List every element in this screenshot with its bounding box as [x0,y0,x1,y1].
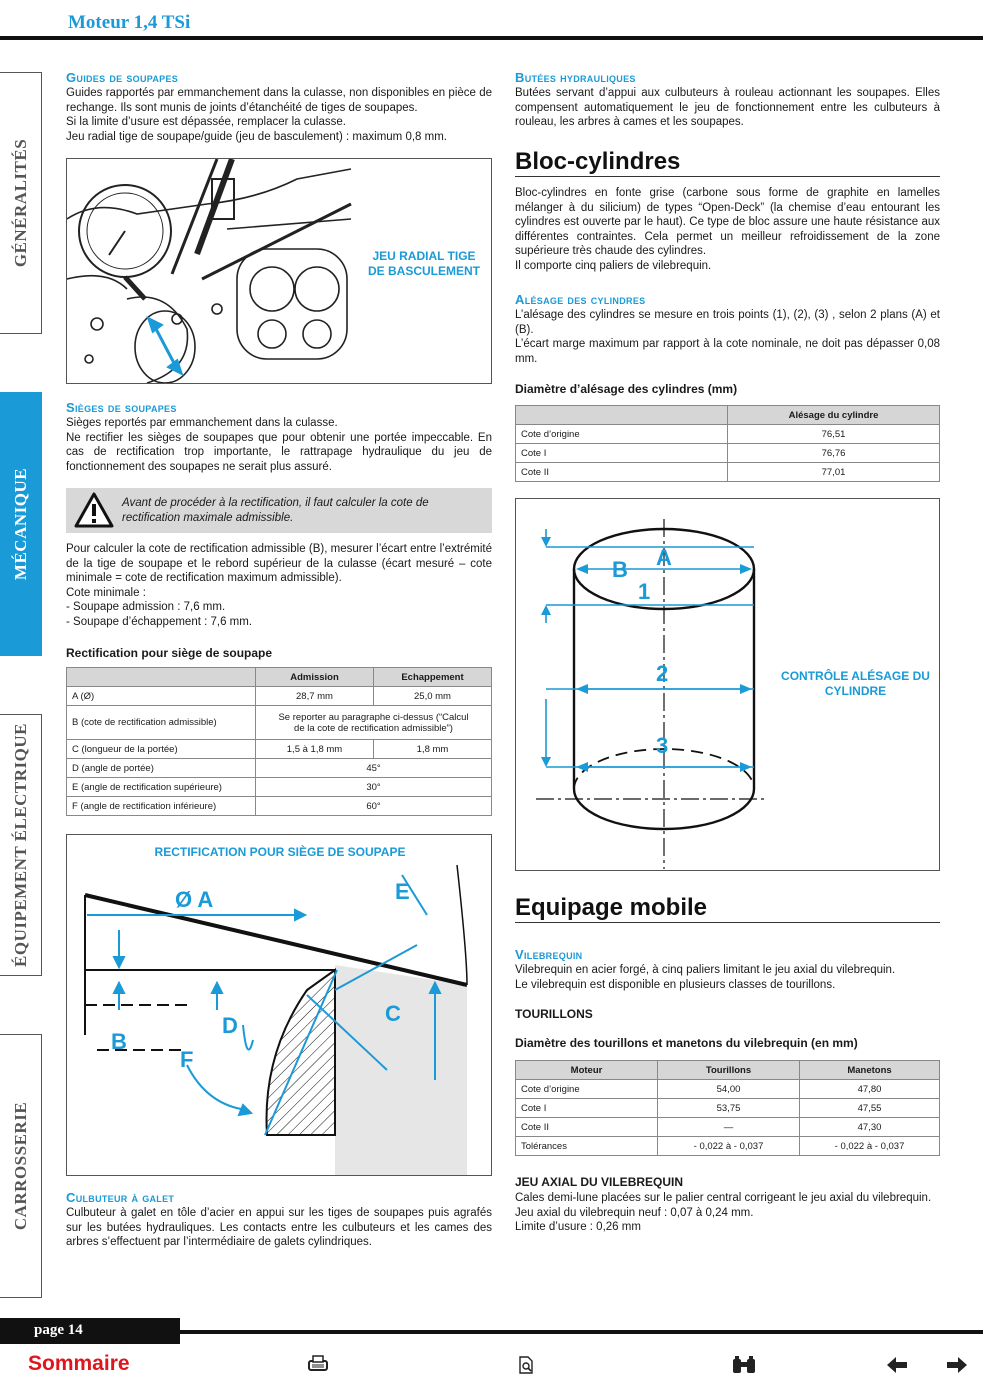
table-cell: B (cote de rectification admissible) [67,706,256,740]
tab-label: GÉNÉRALITÉS [10,138,30,268]
sieges-text [66,416,492,474]
binoculars-icon[interactable] [731,1355,757,1375]
label-d: D [222,1013,238,1038]
table-row [67,797,492,816]
table-title: Diamètre des tourillons et manetons du vilebrequin (en mm) [515,1036,858,1050]
tab-mecanique[interactable] [0,392,42,656]
label-f: F [180,1047,194,1072]
paragraph: Limite d’usure : 0,26 mm [515,1221,641,1233]
table-alesage [515,405,940,482]
paragraph: - Soupape d’échappement : 7,6 mm. [66,615,253,628]
figure-caption: CONTRÔLE ALÉSAGE DU CYLINDRE [781,669,930,698]
table-cell: 76,76 [728,444,940,463]
table-cell: Cote d’origine [516,1080,658,1099]
label-1: 1 [638,579,651,604]
table-cell: Cote I [516,1099,658,1118]
table-cell: 1,5 à 1,8 mm [256,740,374,759]
table-cell: 53,75 [658,1099,800,1118]
sommaire-link[interactable]: Sommaire [28,1352,130,1375]
warning-text: Avant de procéder à la rectification, il faut calculer la cote de rectification maximale admissible. [122,497,429,524]
heading-bloc-cylindres: Bloc-cylindres [515,148,940,177]
table-cell: Cote d’origine [516,425,728,444]
table-cell: 47,80 [800,1080,940,1099]
table-cell: — [658,1118,800,1137]
paragraph: Jeu radial tige de soupape/guide (jeu de basculement) : maximum 0,8 mm. [66,130,447,143]
tab-label: MÉCANIQUE [10,467,30,581]
section-title-sieges: Sièges de soupapes [66,400,177,415]
table-cell: 47,55 [800,1099,940,1118]
header-rule [0,36,983,40]
warning-icon [74,491,114,529]
paragraph: Cote minimale : [66,586,146,599]
table-cell: 45° [256,759,492,778]
paragraph: Vilebrequin en acier forgé, à cinq paliers limitant le jeu axial du vilebrequin. [515,964,896,976]
table-cell: F (angle de rectification inférieure) [67,797,256,816]
table-header: Admission [256,668,374,687]
label-e: E [395,879,410,904]
paragraph: Sièges reportés par emmanchement dans la culasse. [66,417,338,429]
table-header [67,668,256,687]
table-header: Alésage du cylindre [728,406,940,425]
culbuteur-text: Culbuteur à galet en tôle d’acier en appui sur les tiges de soupapes puis agrafés sur les butées hydrauliques. Les contacts entre les culbuteurs et les cames des arbres s’effectuent par l’intermédiaire de galets cylindriques. [66,1207,492,1248]
arrow-right-icon[interactable] [946,1356,968,1374]
section-title-guides: Guides de soupapes [66,70,179,85]
paragraph: L’alésage des cylindres se mesure en trois points (1), (2), (3) , selon 2 plans (A) et (B). [515,309,940,336]
figure-caption: JEU RADIAL TIGE DE BASCULEMENT [367,249,480,278]
table-cell: - 0,022 à - 0,037 [800,1137,940,1156]
table-cell: 28,7 mm [256,687,374,706]
table-cell: 25,0 mm [374,687,492,706]
table-tourillons [515,1060,940,1156]
table-row [67,778,492,797]
print-icon[interactable] [306,1354,330,1374]
label-a: Ø A [175,887,214,912]
label-a: A [656,545,672,570]
table-header: Moteur [516,1061,658,1080]
table-cell: C (longueur de la portée) [67,740,256,759]
table-row [67,706,492,740]
table-cell: 54,00 [658,1080,800,1099]
arrow-left-icon[interactable] [886,1356,908,1374]
table-row [516,444,940,463]
tab-carrosserie[interactable] [0,1034,42,1298]
section-title-culbuteur: Culbuteur à galet [66,1190,175,1205]
table-row [67,759,492,778]
section-title-butees: Butées hydrauliques [515,70,636,85]
alesage-text [515,308,940,366]
table-cell: - 0,022 à - 0,037 [658,1137,800,1156]
table-header [516,406,728,425]
heading-equipage-mobile: Equipage mobile [515,894,940,923]
butees-text: Butées servant d’appui aux culbuteurs à rouleau actionnant les soupapes. Elles compensent automatiquement le jeu de fonctionnement entre les culbuteurs à rouleau, les arbres à cames et les soupapes. [515,87,940,128]
search-doc-icon[interactable] [518,1356,536,1376]
warning-box [66,488,492,533]
calc-text [66,542,492,629]
paragraph: Ne rectifier les sièges de soupapes que pour obtenir une portée impeccable. En cas de rectification trop importante, le rattrapage hydraulique du jeu de fonctionnement des soupapes ne serait plus assuré. [66,431,492,473]
subheading-jeu-axial: JEU AXIAL DU VILEBREQUIN [515,1175,684,1189]
table-cell: 76,51 [728,425,940,444]
page-number: page 14 [0,1318,180,1344]
figure-cylindre [515,498,940,871]
table-row [67,687,492,706]
table-title: Rectification pour siège de soupape [66,646,273,660]
guides-text [66,86,492,144]
table-cell: Cote II [516,1118,658,1137]
paragraph: Jeu axial du vilebrequin neuf : 0,07 à 0,24 mm. [515,1206,754,1219]
table-cell: Cote I [516,444,728,463]
subheading-tourillons: TOURILLONS [515,1007,593,1021]
table-rectification [66,667,492,816]
paragraph: Si la limite d’usure est dépassée, remplacer la culasse. [66,116,346,128]
table-cell: D (angle de portée) [67,759,256,778]
table-row [516,1099,940,1118]
paragraph: - Soupape admission : 7,6 mm. [66,601,226,613]
section-title-alesage: Alésage des cylindres [515,292,646,307]
paragraph: Bloc-cylindres en fonte grise (carbone sous forme de graphite en lamelles mélanger à du silicium) de types “Open-Deck” (la chemise d’eau entourant les cylindres est ouverte par le haut). Ce type de bloc assure une haute résistance aux différentes contraintes. Cela permet un meilleur refroidissement de la zone supérieure très chaude des cylindres. [515,187,940,257]
table-cell: 1,8 mm [374,740,492,759]
label-b: B [612,557,628,582]
label-3: 3 [656,733,669,758]
table-header: Manetons [800,1061,940,1080]
table-cell: 30° [256,778,492,797]
bloc-text [515,186,940,273]
table-cell: 47,30 [800,1118,940,1137]
table-row [516,1137,940,1156]
table-cell: Se reporter au paragraphe ci-dessus (“Calcul de la cote de rectification admissible”) [256,706,492,740]
table-header: Tourillons [658,1061,800,1080]
section-title-vilebrequin: Vilebrequin [515,947,583,962]
label-c: C [385,1001,401,1026]
figure-jeu-radial [66,158,492,384]
label-b: B [111,1029,127,1054]
table-row [516,425,940,444]
table-row [516,1080,940,1099]
paragraph: Le vilebrequin est disponible en plusieurs classes de tourillons. [515,978,836,991]
tab-label: ÉQUIPEMENT ÉLECTRIQUE [10,723,30,967]
table-row [67,740,492,759]
paragraph: Il comporte cinq paliers de vilebrequin. [515,259,712,272]
tab-equipement-electrique[interactable] [0,714,42,976]
table-cell: 77,01 [728,463,940,482]
table-row [516,1118,940,1137]
table-cell: E (angle de rectification supérieure) [67,778,256,797]
paragraph: Pour calculer la cote de rectification admissible (B), mesurer l’écart entre l’extrémité de la tige de soupape et le rebord supérieur de la culasse (écart mesuré – cote minimale = cote de rectification maximum admissible). [66,543,492,584]
paragraph: Guides rapportés par emmanchement dans la culasse, non disponibles en pièce de rechange. Ils sont munis de joints d’étanchéité de tiges de soupapes. [66,87,492,114]
tab-generalites[interactable] [0,72,42,334]
jeu-axial-text [515,1191,940,1235]
label-2: 2 [656,661,669,686]
paragraph: Cales demi-lune placées sur le palier central corrigeant le jeu axial du vilebrequin. [515,1192,932,1204]
table-cell: A (Ø) [67,687,256,706]
page-title: Moteur 1,4 TSi [68,12,191,33]
valve-seat-drawing [67,835,492,1176]
figure-rectification-siege [66,834,492,1176]
vilebrequin-text [515,963,940,992]
table-header: Echappement [374,668,492,687]
table-title: Diamètre d’alésage des cylindres (mm) [515,382,738,396]
table-cell: Tolérances [516,1137,658,1156]
tab-label: CARROSSERIE [10,1101,30,1231]
table-cell: 60° [256,797,492,816]
table-cell: Cote II [516,463,728,482]
table-row [516,463,940,482]
figure-caption: RECTIFICATION POUR SIÈGE DE SOUPAPE [154,845,406,859]
paragraph: L’écart marge maximum par rapport à la cote nominale, ne doit pas dépasser 0,08 mm. [515,338,940,365]
